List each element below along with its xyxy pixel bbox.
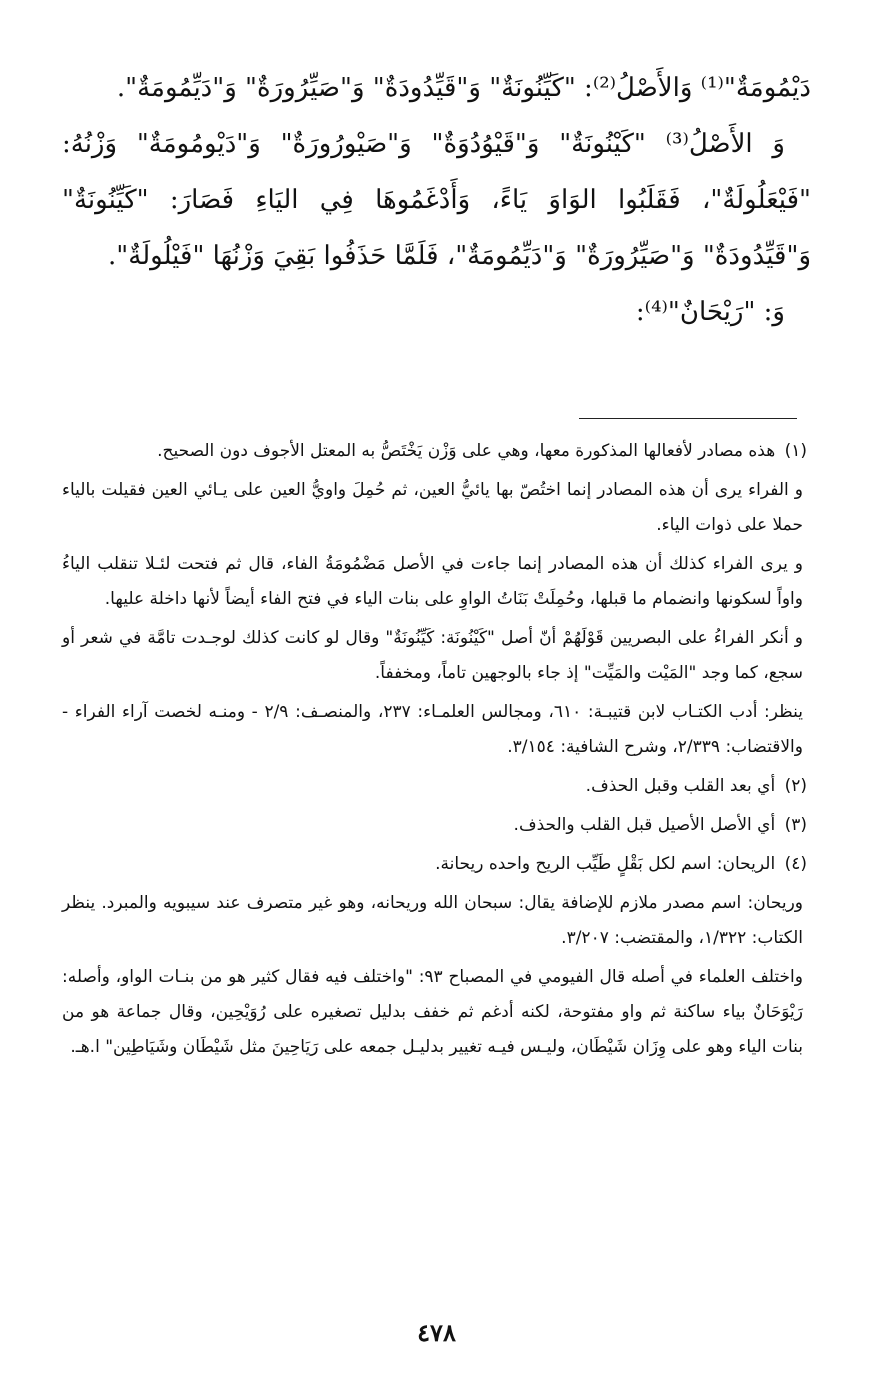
- page-number: ٤٧٨: [417, 1318, 456, 1347]
- main-paragraph-2: وَ الأَصْلُ⁽³⁾ "كَيْنُونَةٌ" وَ"قَيْوُدُوَةٌ" وَ"صَيْورُورَةٌ" وَ"دَيْومُومَةٌ" وَزْنُهُ: "فَيْعَلُولَةٌ"، فَقَلَبُوا الوَاوَ يَاءً، وَأَدْغَمُوهَا فِي اليَاءِ فَصَارَ: "كَيِّنُونَةٌ" وَ"قَيِّدُودَةٌ" وَ"صَيِّرُورَةٌ" وَ"دَيِّمُومَةٌ"، فَلَمَّا حَذَفُوا بَقِيَ وَزْنُهَا "فَيْلُولَةٌ".: [62, 129, 811, 271]
- footnote-1-para-4: ينظر: أدب الكتـاب لابن قتيبـة: ٦١٠، ومجالس العلمـاء: ٢٣٧، والمنصـف: ٢/٩ - ومنـه لخصت آراء الفراء - والاقتضاب: ٢/٣٣٩، وشرح الشافية: ٣/١٥٤.: [62, 702, 803, 757]
- footnote-text: أي بعد القلب وقبل الحذف.: [585, 776, 776, 796]
- footnote-1-para-2: و يرى الفراء كذلك أن هذه المصادر إنما جاءت في الأصل مَضْمُومَةُ الفاء، قال ثم فتحت لئـلا تنقلب الياءُ واواً لسكونها وانضمام ما قبلها، وحُمِلَتْ بَنَاتُ الواوِ على بنات الياء في فتح الفاء أيضاً لأنها داخلة عليها.: [62, 554, 803, 609]
- footnote-4: [62, 847, 807, 882]
- footnote-number: (٢): [784, 776, 807, 796]
- footnote-1-para-1: و الفراء يرى أن هذه المصادر إنما اختُصّ بها يائيُّ العين، ثم حُمِلَ واويُّ العين على يـائي العين فقيلت بالياء حملا على ذوات الياء.: [62, 480, 803, 535]
- footnote-text: أي الأصل الأصيل قبل القلب والحذف.: [513, 815, 776, 835]
- footnotes: [62, 434, 807, 1069]
- footnote-1-para-3: و أنكر الفراءُ على البصريين قَوْلَهُمْ أنّ أصل "كَيْنُونَة: كَيِّنُونَةٌ" وقال لو كانت كذلك لوجـدت تامَّة في شعر أو سجع، كما وجد "المَيْت والمَيِّت" إذ جاء بالوجهين تاماً، ومخففاً.: [62, 628, 803, 683]
- footnote-3: [62, 808, 807, 843]
- footnote-number: (٤): [784, 854, 807, 874]
- footnote-4-para-1: وريحان: اسم مصدر ملازم للإضافة يقال: سبحان الله وريحانه، وهو غير متصرف عند سيبويه والمبرد. ينظر الكتاب: ١/٣٢٢، والمقتضب: ٣/٢٠٧.: [62, 893, 803, 948]
- main-paragraph-3: وَ: "رَيْحَانٌ"⁽⁴⁾:: [635, 297, 785, 327]
- footnote-divider: [579, 418, 797, 419]
- footnote-text: هذه مصادر لأفعالها المذكورة معها، وهي على وَزْن يَخْتَصُّ به المعتل الأجوف دون الصحيح.: [157, 441, 776, 461]
- footnote-number: (٣): [784, 815, 807, 835]
- footnote-2: [62, 769, 807, 804]
- footnote-text: الريحان: اسم لكل بَقْلٍ طَيِّب الريح واحده ريحانة.: [435, 854, 776, 874]
- main-paragraph-1: دَيْمُومَةٌ"⁽¹⁾ وَالأَصْلُ⁽²⁾: "كَيِّنُونَةٌ" وَ"قَيِّدُودَةٌ" وَ"صَيِّرُورَةٌ" وَ"دَيِّمُومَةٌ".: [116, 73, 811, 103]
- main-text: [62, 60, 811, 340]
- footnote-1: [62, 434, 807, 469]
- footnote-4-para-2: واختلف العلماء في أصله قال الفيومي في المصباح ٩٣: "واختلف فيه فقال كثير هو من بنـات الواو، وأصله: رَيْوَحَانٌ بياء ساكنة ثم واو مفتوحة، لكنه أدغم ثم خفف بدليل تصغيره على رُوَيْحِين، وقال جماعة هو من بنات الياء وهو على وِزَان شَيْطَان، وليـس فيـه تغيير بدليـل جمعه على رَيَاحِينَ مثل شَيْطَان وشَيَاطِين" ا.هـ.: [62, 967, 803, 1057]
- footnote-number: (١): [784, 441, 807, 461]
